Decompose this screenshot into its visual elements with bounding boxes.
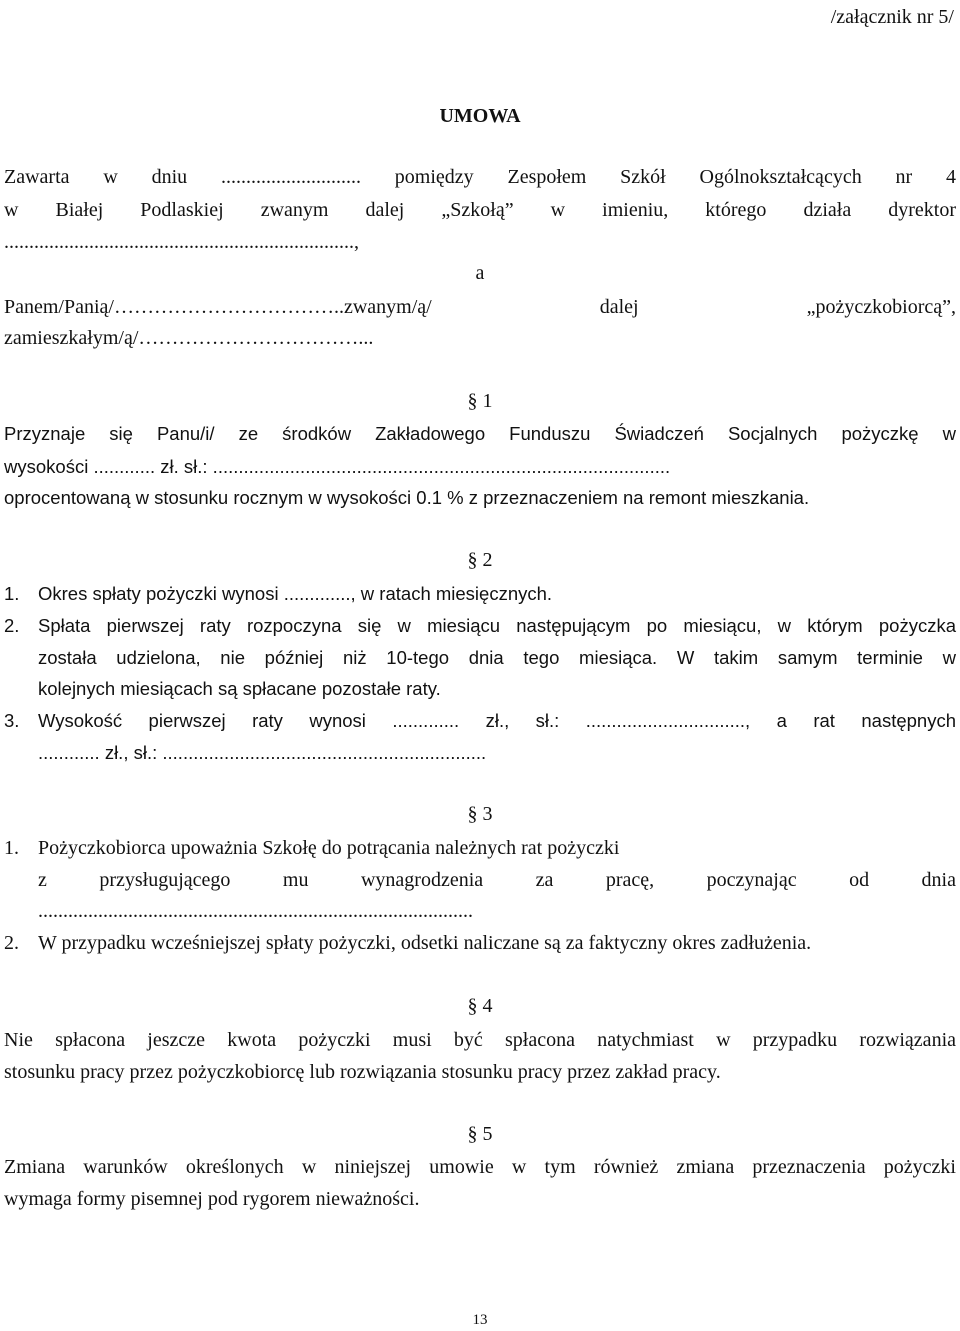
section-2-item-3-line-2: ............ zł., sł.: ............................................................... [38,742,487,763]
section-2-item-2-num: 2. [4,615,20,636]
section-3-heading: § 3 [467,803,493,825]
section-3-item-2-num: 2. [4,932,19,954]
section-1-line-2: wysokości ............ zł. sł.: ......................................................................................... [4,456,671,477]
section-3-item-1-num: 1. [4,837,19,859]
section-4-line-2: stosunku pracy przez pożyczkobiorcę lub rozwiązania stosunku pracy przez zakład pracy. [4,1061,721,1083]
section-5-line-2: wymaga formy pisemnej pod rygorem nieważności. [4,1188,420,1210]
section-2-item-2-line-2: została udzielona, nie później niż 10-tego dnia tego miesiąca. W takim samym terminie w [38,647,956,668]
section-2-item-3-num: 3. [4,710,20,731]
intro-and: a [475,262,485,284]
intro-line-4: Panem/Panią/……………………………..zwanym/ą/ dalej „pożyczkobiorcą”, [4,296,956,318]
document-title: UMOWA [439,105,521,127]
intro-line-2: w Białej Podlaskiej zwanym dalej „Szkołą” w imieniu, którego działa dyrektor [4,199,956,221]
section-1-line-1: Przyznaje się Panu/i/ ze środków Zakładowego Funduszu Świadczeń Socjalnych pożyczkę w [4,423,956,444]
section-2-heading: § 2 [467,549,493,571]
section-3-item-2-line-1: W przypadku wcześniejszej spłaty pożyczki, odsetki naliczane są za faktyczny okres zadłużenia. [38,932,812,954]
section-2-item-1-num: 1. [4,583,20,604]
section-4-heading: § 4 [467,995,493,1017]
section-3-item-1-line-2: z przysługującego mu wynagrodzenia za pracę, poczynając od dnia [38,869,956,891]
attachment-label: /załącznik nr 5/ [830,6,954,28]
section-3-item-1-line-3: ....................................................................................... [38,900,473,922]
section-5-line-1: Zmiana warunków określonych w niniejszej umowie w tym również zmiana przeznaczenia pożyczki [4,1156,956,1178]
section-2-item-1-line-1: Okres spłaty pożyczki wynosi ............., w ratach miesięcznych. [38,583,553,604]
intro-line-5: zamieszkałym/ą/……………………………... [4,327,374,349]
intro-line-1: Zawarta w dniu ............................ pomiędzy Zespołem Szkół Ogólnokształcących nr 4 [4,166,956,188]
section-1-heading: § 1 [467,390,493,412]
section-2-item-2-line-1: Spłata pierwszej raty rozpoczyna się w miesiącu następującym po miesiącu, w którym pożyczka [38,615,956,636]
section-1-line-3: oprocentowaną w stosunku rocznym w wysokości 0.1 % z przeznaczeniem na remont mieszkania. [4,487,810,508]
section-5-heading: § 5 [467,1123,493,1145]
section-3-item-1-line-1: Pożyczkobiorca upoważnia Szkołę do potrącania należnych rat pożyczki [38,837,620,859]
section-2-item-2-line-3: kolejnych miesiącach są spłacane pozostałe raty. [38,678,441,699]
section-2-item-3-line-1: Wysokość pierwszej raty wynosi ............. zł., sł.: ..............................., a rat następnych [38,710,956,731]
section-4-line-1: Nie spłacona jeszcze kwota pożyczki musi być spłacona natychmiast w przypadku rozwiązania [4,1029,956,1051]
page-number: 13 [472,1312,488,1328]
intro-line-3: ......................................................................, [4,231,359,253]
